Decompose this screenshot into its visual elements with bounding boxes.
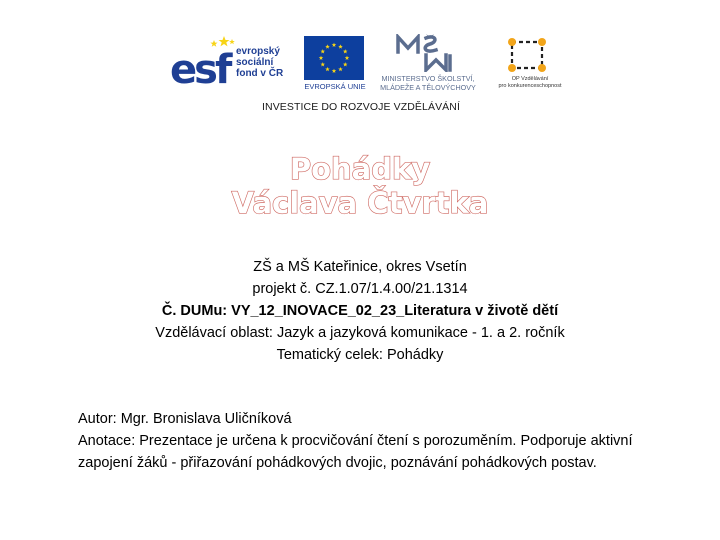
msmt-logo xyxy=(366,34,490,96)
title-line-1: Pohádky xyxy=(289,152,431,186)
project-line: projekt č. CZ.1.07/1.4.00/21.1314 xyxy=(252,281,468,297)
logo-band xyxy=(0,0,720,120)
esf-logo xyxy=(170,36,292,92)
author-block xyxy=(78,408,668,474)
msmt-label: MINISTERSTVO ŠKOLSTVÍ, MLÁDEŽE A TĚLOVÝCHOVY xyxy=(380,74,476,92)
msmt-mark-icon xyxy=(396,34,456,72)
esf-text: evropský sociální fond v ČR xyxy=(236,46,284,79)
dumu-line: Č. DUMu: VY_12_INOVACE_02_23_Literatura v životě dětí xyxy=(161,303,559,319)
annotation-text: Anotace: Prezentace je určena k procvičování čtení s porozuměním. Podporuje aktivní zapojení žáků - přiřazování pohádkových dvojic, poznávání pohádkových postav. xyxy=(78,433,633,471)
school-line: ZŠ a MŠ Kateřinice, okres Vsetín xyxy=(253,259,467,275)
author-line: Autor: Mgr. Bronislava Uličníková xyxy=(78,411,292,427)
eu-logo xyxy=(304,36,366,94)
esf-mark: esf xyxy=(170,47,230,93)
title-line-2: Václava Čtvrtka xyxy=(231,186,489,220)
eu-label: EVROPSKÁ UNIE xyxy=(304,82,366,91)
eu-flag-icon xyxy=(304,36,364,80)
info-block xyxy=(0,256,720,366)
opvk-logo xyxy=(488,38,572,96)
presentation-title xyxy=(0,152,720,220)
area-line: Vzdělávací oblast: Jazyk a jazyková komunikace - 1. a 2. ročník xyxy=(155,325,565,341)
investice-tagline: INVESTICE DO ROZVOJE VZDĚLÁVÁNÍ xyxy=(262,101,460,113)
topic-line: Tematický celek: Pohádky xyxy=(276,347,444,363)
opvk-label: OP Vzdělávání pro konkurenceschopnost xyxy=(498,76,562,89)
opvk-mark-icon xyxy=(506,38,548,72)
